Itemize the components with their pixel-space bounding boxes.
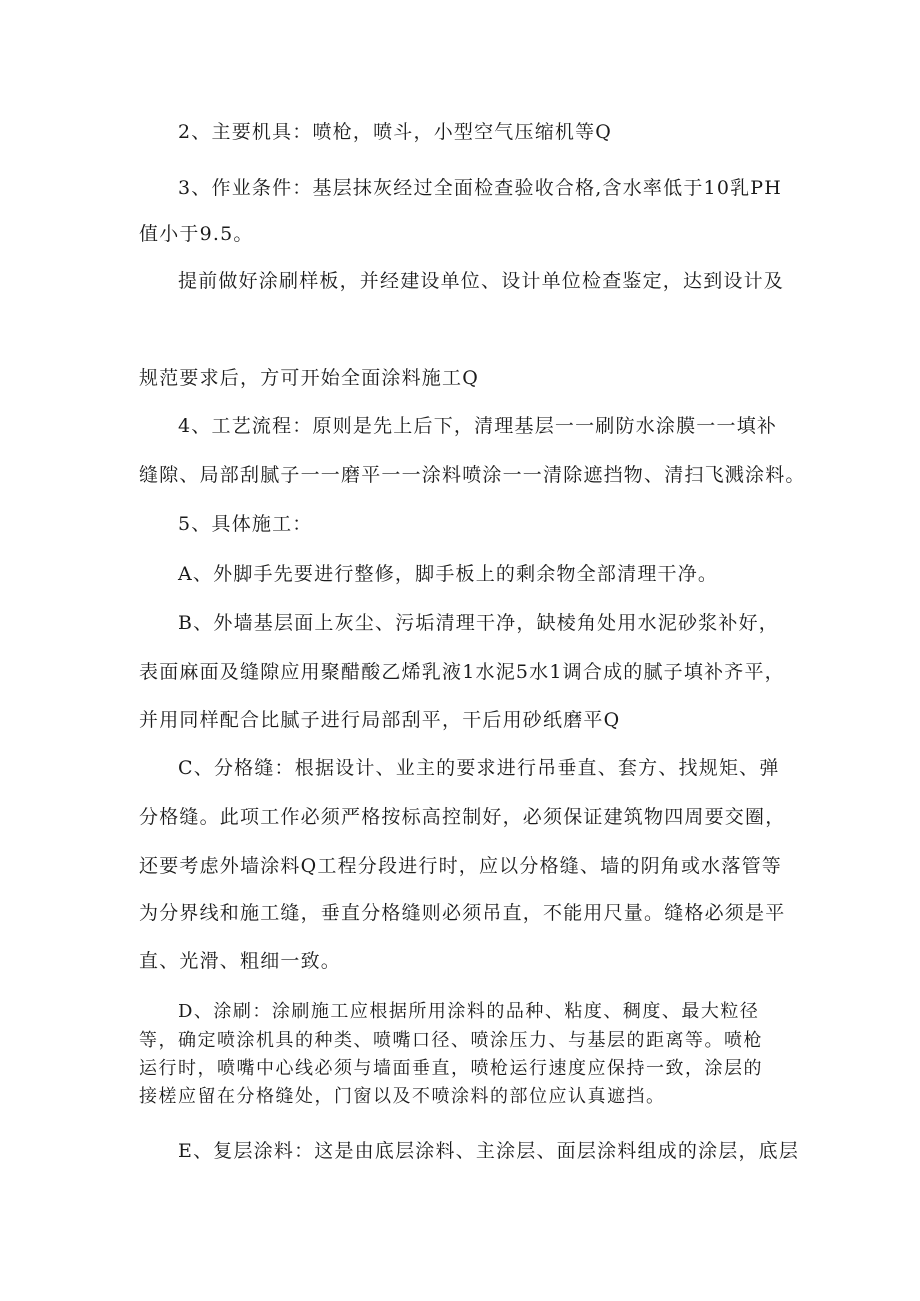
item-c-line2: 分格缝。此项工作必须严格按标高控制好，必须保证建筑物四周要交圈， xyxy=(139,806,786,828)
item-d-line3: 运行时，喷嘴中心线必须与墙面垂直，喷枪运行速度应保持一致，涂层的 xyxy=(139,1058,763,1079)
paragraph-process: 4、工艺流程：原则是先上后下，清理基层一一刷防水涂膜一一填补 xyxy=(178,415,778,437)
item-c: C、分格缝：根据设计、业主的要求进行吊垂直、套方、找规矩、弹 xyxy=(178,757,780,779)
item-e: E、复层涂料：这是由底层涂料、主涂层、面层涂料组成的涂层，底层 xyxy=(178,1140,800,1162)
item-b-line2: 表面麻面及缝隙应用聚醋酸乙烯乳液1水泥5水1调合成的腻子填补齐平， xyxy=(139,661,785,683)
item-c-line5: 直、光滑、粗细一致。 xyxy=(139,950,342,972)
heading-construction: 5、具体施工： xyxy=(178,513,313,535)
paragraph-sample: 提前做好涂刷样板，并经建设单位、设计单位检查鉴定，达到设计及 xyxy=(178,270,785,292)
paragraph-sample-cont: 规范要求后，方可开始全面涂料施工Q xyxy=(139,367,479,389)
paragraph-conditions-cont: 值小于9.5。 xyxy=(139,223,254,245)
paragraph-conditions: 3、作业条件：基层抹灰经过全面检查验收合格,含水率低于10乳PH xyxy=(178,177,783,199)
paragraph-tools: 2、主要机具：喷枪，喷斗，小型空气压缩机等Q xyxy=(178,121,613,143)
item-b-line3: 并用同样配合比腻子进行局部刮平，干后用砂纸磨平Q xyxy=(139,709,621,731)
item-d-line4: 接槎应留在分格缝处，门窗以及不喷涂料的部位应认真遮挡。 xyxy=(139,1086,666,1107)
paragraph-process-cont: 缝隙、局部刮腻子一一磨平一一涂料喷涂一一清除遮挡物、清扫飞溅涂料。 xyxy=(139,464,806,486)
item-d-line2: 等，确定喷涂机具的种类、喷嘴口径、喷涂压力、与基层的距离等。喷枪 xyxy=(139,1030,763,1051)
item-c-line3: 还要考虑外墙涂料Q工程分段进行时，应以分格缝、墙的阴角或水落管等 xyxy=(139,855,782,877)
item-c-line4: 为分界线和施工缝，垂直分格缝则必须吊直，不能用尺量。缝格必须是平 xyxy=(139,902,786,924)
item-d: D、涂刷：涂刷施工应根据所用涂料的品种、粘度、稠度、最大粒径 xyxy=(178,1001,760,1022)
item-a: A、外脚手先要进行整修，脚手板上的剩余物全部清理干净。 xyxy=(178,563,719,585)
item-b: B、外墙基层面上灰尘、污垢清理干净，缺棱角处用水泥砂浆补好， xyxy=(178,612,779,634)
